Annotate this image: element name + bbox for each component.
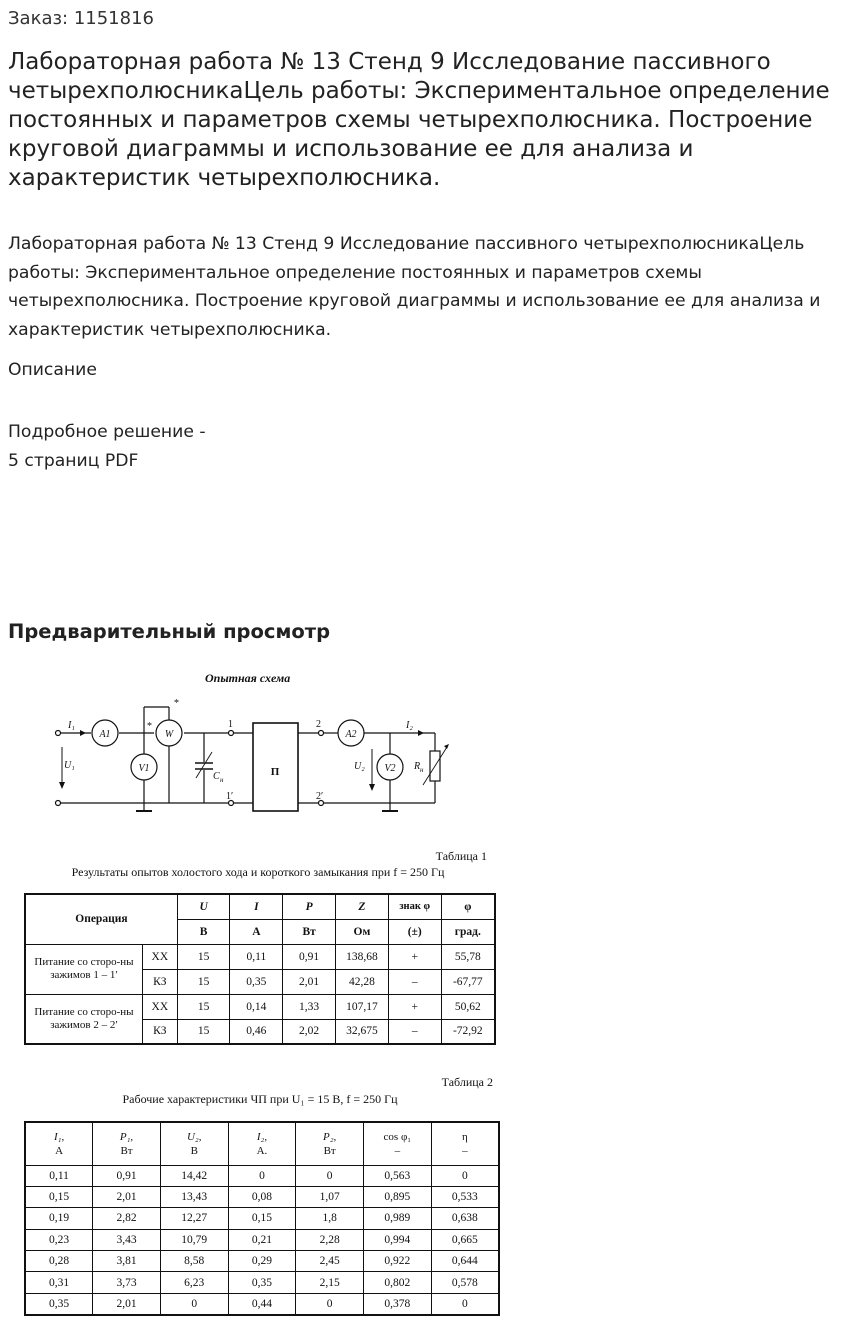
table1-caption: Результаты опытов холостого хода и короткого замыкания при f = 250 Гц (71, 865, 445, 879)
table-cell: 0,378 (363, 1293, 431, 1314)
table-cell: – (388, 1019, 441, 1044)
table-cell: 15 (177, 969, 230, 994)
unit-cell: (±) (388, 919, 441, 944)
table-cell: + (388, 944, 441, 969)
table-cell: 0,35 (228, 1272, 296, 1293)
table-cell: 2,01 (93, 1186, 161, 1207)
label-block: П (270, 766, 280, 778)
terminal (56, 801, 61, 806)
order-number: Заказ: 1151816 (8, 8, 154, 29)
table-row (25, 1251, 499, 1272)
table-row (25, 1208, 499, 1229)
unit-cell: А (230, 919, 283, 944)
table-cell: 0,895 (363, 1186, 431, 1207)
circuit-wire (59, 782, 65, 789)
label-v1: V1 (138, 763, 150, 774)
table-cell: 0,44 (228, 1293, 296, 1314)
table-cell: 12,27 (160, 1208, 228, 1229)
label-star2: * (147, 721, 152, 732)
table-cell: 2,45 (296, 1251, 364, 1272)
label-u1: U₁ (64, 760, 75, 771)
table-cell: -67,77 (441, 969, 495, 994)
table-cell: 1,33 (283, 994, 336, 1019)
table-cell: 0,15 (228, 1208, 296, 1229)
table2 (24, 1121, 500, 1316)
label-a1: A1 (99, 729, 111, 740)
header-cell: cos φ₁ – (363, 1122, 431, 1165)
unit-cell: Вт (283, 919, 336, 944)
table-cell: 0,35 (25, 1293, 93, 1314)
table-cell: 0,638 (431, 1208, 499, 1229)
table-cell: 0 (160, 1293, 228, 1314)
table-cell: 0,994 (363, 1229, 431, 1250)
table-cell: 8,58 (160, 1251, 228, 1272)
terminal (229, 731, 234, 736)
description-text: Лабораторная работа № 13 Стенд 9 Исследование пассивного четырехполюсникаЦель работы: Экспериментальное определение постоянных и параметров схемы четырехполюсника. Построение круговой диаграммы и использование ее для анализа и характеристик четырехполюсника. (8, 234, 821, 340)
table-row (25, 1186, 499, 1207)
terminal (56, 731, 61, 736)
table-cell: 0,15 (25, 1186, 93, 1207)
header-cell: Операция (25, 894, 177, 944)
header-cell: P (283, 894, 336, 919)
header-cell: P₂, Вт (296, 1122, 364, 1165)
label-rn-sub: н (420, 766, 424, 774)
table-cell: 0,644 (431, 1251, 499, 1272)
label-t1: 1 (228, 719, 233, 730)
circuit-wire (418, 730, 424, 736)
table-cell: 0,989 (363, 1208, 431, 1229)
table-cell: 2,01 (93, 1293, 161, 1314)
table-cell: 0,28 (25, 1251, 93, 1272)
table-cell: 3,81 (93, 1251, 161, 1272)
table-cell: 0 (228, 1165, 296, 1186)
table-cell: 0,08 (228, 1186, 296, 1207)
label-i2: I₂ (406, 720, 413, 731)
table-cell: 0,21 (228, 1229, 296, 1250)
circuit-wire (80, 730, 86, 736)
unit-cell: град. (441, 919, 495, 944)
table-cell: 2,02 (283, 1019, 336, 1044)
table-cell: 0 (296, 1293, 364, 1314)
header-cell: φ (441, 894, 495, 919)
header-cell: U₂, В (160, 1122, 228, 1165)
label-u2: U₂ (354, 761, 365, 772)
table-cell: 0 (431, 1165, 499, 1186)
table-cell: 15 (177, 994, 230, 1019)
table-cell: 0,11 (25, 1165, 93, 1186)
header-cell: I₂, А. (228, 1122, 296, 1165)
unit-cell: В (177, 919, 230, 944)
table-cell: 14,42 (160, 1165, 228, 1186)
table2-caption: Рабочие характеристики ЧП при U₁ = 15 В, f = 250 Гц (122, 1092, 398, 1106)
label-cn: C (213, 771, 220, 782)
table-cell: 107,17 (335, 994, 388, 1019)
table-cell: КЗ (142, 969, 177, 994)
label-i1: I₁ (68, 720, 75, 731)
table-cell: 3,43 (93, 1229, 161, 1250)
table-cell: 6,23 (160, 1272, 228, 1293)
header-cell: U (177, 894, 230, 919)
table-cell: 10,79 (160, 1229, 228, 1250)
table-cell: 0,91 (93, 1165, 161, 1186)
table-cell: ХХ (142, 994, 177, 1019)
header-cell: знак φ (388, 894, 441, 919)
table-cell: 42,28 (335, 969, 388, 994)
label-t2: 2 (316, 719, 321, 730)
solution-info: Подробное решение - (8, 422, 206, 442)
circuit-diagram (50, 689, 470, 819)
preview-image (20, 665, 505, 1325)
table-cell: 0,91 (283, 944, 336, 969)
preview-heading: Предварительный просмотр (8, 620, 331, 643)
label-v2: V2 (384, 763, 396, 774)
table-cell: 50,62 (441, 994, 495, 1019)
table-cell: 13,43 (160, 1186, 228, 1207)
table-cell: 15 (177, 944, 230, 969)
table-cell: 0,31 (25, 1272, 93, 1293)
label-t2p: 2′ (316, 791, 324, 802)
table-cell: 2,82 (93, 1208, 161, 1229)
label-rn: R (414, 761, 421, 772)
page-title: Лабораторная работа № 13 Стенд 9 Исследование пассивного четырехполюсникаЦель работы: Экспериментальное определение постоянных и параметров схемы четырехполюсника. Построение круговой диаграммы и использование ее для анализа и характеристик четырехполюсника. (8, 49, 830, 191)
table-cell: 15 (177, 1019, 230, 1044)
table-cell: 0,23 (25, 1229, 93, 1250)
table-row (25, 1272, 499, 1293)
circuit-wire (423, 747, 447, 785)
group-label: Питание со сторо-ны зажимов 2 – 2′ (25, 994, 142, 1044)
table-cell: -72,92 (441, 1019, 495, 1044)
table-cell: 32,675 (335, 1019, 388, 1044)
table-row (25, 994, 495, 1019)
header-cell: Z (335, 894, 388, 919)
table-cell: ХХ (142, 944, 177, 969)
table-cell: 1,8 (296, 1208, 364, 1229)
header-cell: I₁, А (25, 1122, 93, 1165)
table-cell: 0,29 (228, 1251, 296, 1272)
group-label: Питание со сторо-ны зажимов 1 – 1′ (25, 944, 142, 994)
table-cell: + (388, 994, 441, 1019)
table2-number: Таблица 2 (441, 1075, 493, 1089)
table-cell: 2,01 (283, 969, 336, 994)
table-cell: 0,35 (230, 969, 283, 994)
solution-pages: 5 страниц PDF (8, 451, 139, 471)
label-w: W (164, 729, 174, 740)
table-cell: 0,46 (230, 1019, 283, 1044)
table-cell: 2,15 (296, 1272, 364, 1293)
table-cell: 0,14 (230, 994, 283, 1019)
table-cell: 138,68 (335, 944, 388, 969)
table1 (24, 893, 496, 1045)
label-star1: * (174, 698, 179, 709)
table-cell: 2,28 (296, 1229, 364, 1250)
table-cell: 0,802 (363, 1272, 431, 1293)
table-cell: 0 (431, 1293, 499, 1314)
table-cell: 0,563 (363, 1165, 431, 1186)
header-cell: I (230, 894, 283, 919)
circuit-wire (444, 744, 449, 749)
label-t1p: 1′ (226, 791, 234, 802)
table-row (25, 1229, 499, 1250)
header-cell: P₁, Вт (93, 1122, 161, 1165)
header-cell: η – (431, 1122, 499, 1165)
table-row (25, 1165, 499, 1186)
terminal (319, 731, 324, 736)
description-label: Описание (8, 360, 97, 380)
table-cell: 0,533 (431, 1186, 499, 1207)
table-cell: 0,665 (431, 1229, 499, 1250)
table-cell: КЗ (142, 1019, 177, 1044)
table-row (25, 1293, 499, 1314)
schema-title: Опытная схема (205, 671, 291, 685)
table-cell: 0,19 (25, 1208, 93, 1229)
unit-cell: Ом (335, 919, 388, 944)
table-cell: – (388, 969, 441, 994)
table-cell: 0,578 (431, 1272, 499, 1293)
table-cell: 0,922 (363, 1251, 431, 1272)
table-cell: 55,78 (441, 944, 495, 969)
table-cell: 3,73 (93, 1272, 161, 1293)
table-row (25, 944, 495, 969)
table-cell: 1,07 (296, 1186, 364, 1207)
label-cn-sub: н (220, 776, 224, 784)
table-cell: 0 (296, 1165, 364, 1186)
label-a2: A2 (345, 729, 357, 740)
table1-number: Таблица 1 (435, 849, 487, 863)
circuit-wire (369, 784, 375, 791)
table-cell: 0,11 (230, 944, 283, 969)
